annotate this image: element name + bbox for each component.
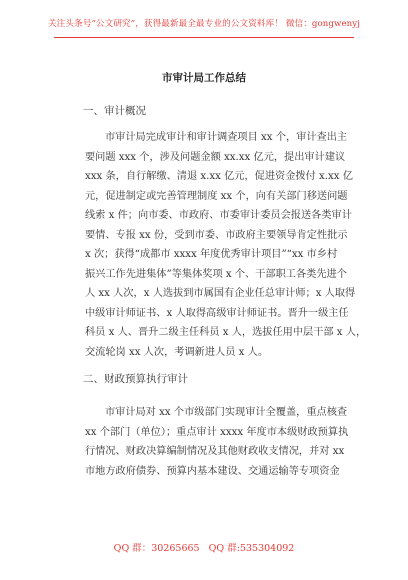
paragraph-line: 元，促进制定或完善管理制度 xx 个，向有关部门移送问题	[85, 190, 348, 202]
section-2-paragraph	[85, 403, 355, 481]
section-1-paragraph	[85, 128, 367, 362]
paragraph-line: 要问题 xxx 个，涉及问题金额 xx.xx 亿元，提出审计建议	[85, 151, 346, 163]
footer-contact	[0, 540, 408, 554]
paragraph-line: 行情况、财政决算编制情况及其他财政收支情况，并对 xx	[85, 446, 345, 457]
paragraph-line: x 次；获得“成都市 xxxx 年度优秀审计项目”“xx 市乡村	[85, 249, 338, 260]
section-heading-1: 一、审计概况	[83, 105, 146, 117]
paragraph-line: 科员 x 人、晋升二级主任科员 x 人，选拔任用中层干部 x 人，	[85, 327, 367, 338]
header-banner: 关注头条号“公文研究”，获得最新最全最专业的公文资料库！ 微信：gongwenyj	[47, 19, 361, 29]
paragraph-line: 市审计局对 xx 个市级部门实现审计全覆盖，重点核查	[105, 407, 348, 418]
paragraph-line: xx 个部门（单位）；重点审计 xxxx 年度市本级财政预算执	[85, 426, 349, 438]
paragraph-line: 振兴工作先进集体”等集体奖项 x 个、干部职工各类先进个	[85, 268, 347, 280]
document-title: 市审计局工作总结	[162, 72, 246, 84]
paragraph-line: 市审计局完成审计和审计调查项目 xx 个，审计查出主	[105, 132, 348, 143]
paragraph-line: 线索 x 件；向市委、市政府、市委审计委员会报送各类审计	[85, 210, 352, 221]
paragraph-line: 要情、专报 xx 份，受到市委、市政府主要领导肯定性批示	[85, 229, 348, 241]
footer-qq-group-2: QQ 群:535304092	[208, 543, 295, 554]
paragraph-line: 人 xx 人次，x 人选拔到市属国有企业任总审计师；x 人取得	[85, 288, 356, 299]
paragraph-line: 中级审计师证书、x 人取得高级审计师证书。晋升一级主任	[85, 307, 349, 319]
paragraph-line: 交流轮岗 xx 人次，考调新进人员 x 人。	[85, 346, 269, 358]
header-divider	[54, 37, 354, 38]
paragraph-line: xxx 条，自行解缴、清退 x.xx 亿元，促进资金拨付 x.xx 亿	[85, 171, 353, 182]
section-heading-2: 二、财政预算执行审计	[83, 373, 188, 385]
paragraph-line: 市地方政府债券、预算内基本建设、交通运输等专项资金	[85, 465, 340, 477]
footer-qq-group-1: QQ 群：30265665	[113, 543, 200, 554]
